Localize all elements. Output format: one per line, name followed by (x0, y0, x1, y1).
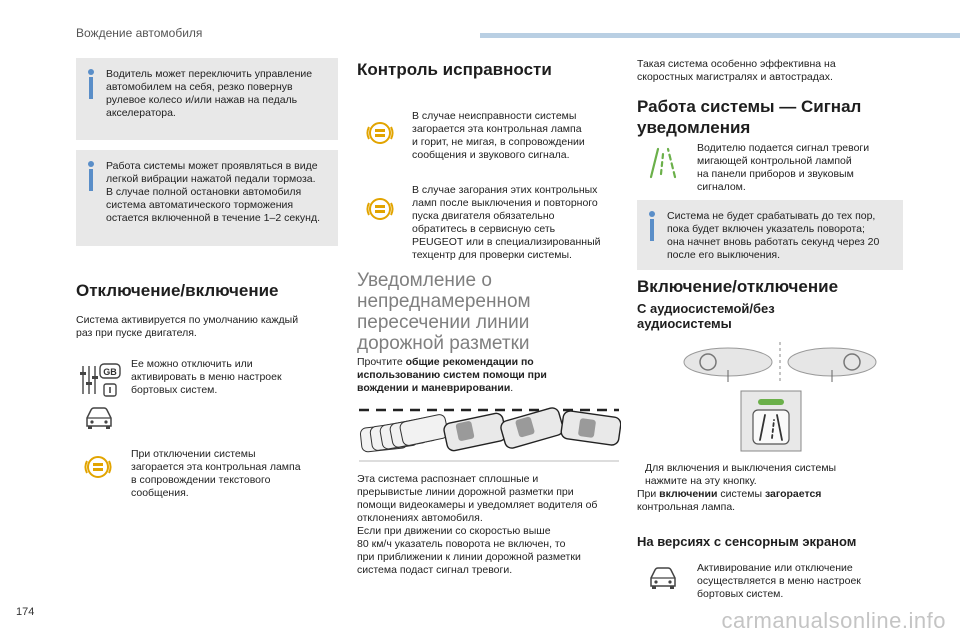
note-line: система автоматического торможения (106, 199, 294, 211)
note-line: В случае полной остановки автомобиля (106, 186, 302, 198)
info-icon (88, 161, 94, 191)
paragraph-lamp-off: При отключении системы загорается эта контрольная лампа в сопровождении текстового сообщения. (131, 448, 301, 499)
heading-lane-departure: Уведомление о непреднамеренном пересечении линии дорожной разметки (357, 270, 531, 354)
lane-assist-button[interactable] (740, 390, 802, 452)
info-icon (88, 69, 94, 99)
heading-off-on: Отключение/включение (76, 281, 279, 300)
lane-departure-illustration (357, 404, 621, 464)
note-line: рулевое колесо и/или нажав на педаль (106, 94, 298, 106)
heading-health-check: Контроль исправности (357, 60, 552, 79)
gb-label: GB (103, 367, 117, 377)
car-menu-icon (646, 564, 680, 592)
lane-keeping-lamp-icon (646, 146, 680, 180)
paragraph-service: В случае загорания этих контрольных ламп после выключения и повторного пуска двигателя обязательно обратитесь в сервисную сеть PEUGEOT или в специализированный техцентр для проверки системы. (412, 184, 601, 261)
info-icon (649, 211, 655, 241)
info-note-indicator: Система не будет срабатывать до тех пор, пока будет включен указатель поворота; она начнет вновь работать секунд через 20 после его выключения. (637, 200, 903, 270)
note-line: Водитель может переключить управление (106, 68, 313, 80)
info-note-brake (76, 150, 338, 246)
note-line: автомобилем на себя, резко повернув (106, 81, 293, 93)
dashboard-illustration (680, 340, 880, 386)
warning-lamp-icon (83, 452, 113, 482)
paragraph-default-activation: Система активируется по умолчанию каждый раз при пуске двигателя. (76, 314, 299, 339)
section-title: Вождение автомобиля (76, 26, 203, 40)
note-line: легкой вибрации нажатой педали тормоза. (106, 173, 316, 185)
paragraph-lane-system: Эта система распознает сплошные и прерывистые линии дорожной разметки при помощи видеокамеры и уведомляет водителя об отклонениях автомобиля. Если при движении со скоростью выше 80 км/ч указатель поворота не включен, то при приближении к линии дорожной разметки система подаст сигнал тревоги. (357, 473, 598, 576)
paragraph-menu-toggle: Ее можно отключить или активировать в меню настроек бортовых систем. (131, 358, 282, 396)
note-line: Работа системы может проявляться в виде (106, 160, 318, 172)
paragraph-touchscreen: Активирование или отключение осуществляется в меню настроек бортовых систем. (697, 562, 861, 600)
note-line: акселератора. (106, 107, 176, 119)
paragraph-highways: Такая система особенно эффективна на скоростных магистралях и автострадах. (637, 58, 836, 83)
paragraph-reference: Прочтите общие рекомендации по использованию систем помощи при вождении и маневрировании. (357, 356, 547, 394)
note-line: остается включенной в течение 1–2 секунд. (106, 212, 320, 224)
warning-lamp-icon (365, 118, 395, 148)
heading-alert: Работа системы — Сигнал уведомления (637, 97, 862, 137)
info-note-override (76, 58, 338, 140)
car-menu-icon (82, 404, 116, 432)
heading-on-off: Включение/отключение (637, 277, 839, 296)
warning-lamp-icon (365, 194, 395, 224)
paragraph-malfunction: В случае неисправности системы загорается эта контрольная лампа и горит, не мигая, в сопровождении сообщения и звукового сигнала. (412, 110, 585, 161)
paragraph-alert-signal: Водителю подается сигнал тревоги мигающей контрольной лампой на панели приборов и звуковым сигналом. (697, 142, 870, 193)
subheading-audio: С аудиосистемой/без аудиосистемы (637, 301, 775, 331)
paragraph-lamp-on: При включении системы загорается контрольная лампа. (637, 488, 822, 513)
watermark: carmanualsonline.info (721, 608, 946, 633)
paragraph-press-button: Для включения и выключения системы нажмите на эту кнопку. (645, 462, 837, 487)
page-number: 174 (16, 606, 35, 618)
subheading-touchscreen: На версиях с сенсорным экраном (637, 534, 857, 549)
settings-menu-icon (80, 360, 124, 400)
header-bar (480, 33, 960, 38)
